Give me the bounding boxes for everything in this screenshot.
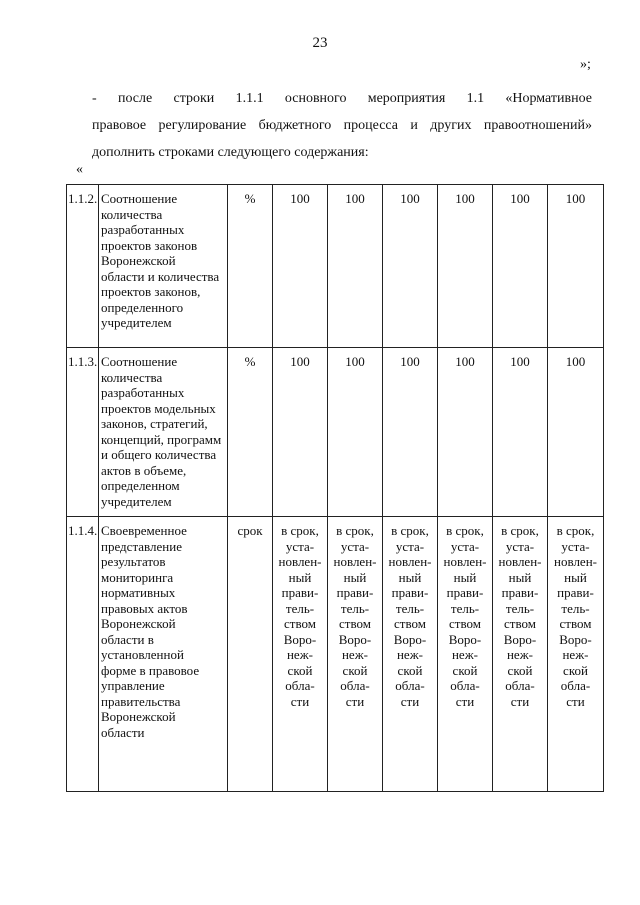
value-text: в срок, уста- новлен- ный прави- тель- ством Воро- неж- ской обла- сти: [278, 523, 322, 709]
value-cell: 100: [493, 185, 548, 348]
value-cell: [383, 517, 438, 792]
indicator-name-cell: [99, 185, 228, 348]
indicator-name-cell: [99, 348, 228, 517]
indicator-name: Своевременное представление результатов мониторинга нормативных правовых актов Воронежской области в установленной форме в правовое управление правительства Воронежской области: [101, 523, 200, 740]
value-cell: 100: [273, 185, 328, 348]
opening-quote: «: [76, 162, 83, 177]
value-cell: 100: [548, 185, 604, 348]
table-row: [67, 517, 604, 792]
value-cell: [328, 517, 383, 792]
value-cell: 100: [438, 185, 493, 348]
unit-cell: срок: [228, 517, 273, 792]
value-cell: [273, 517, 328, 792]
value-cell: 100: [328, 185, 383, 348]
unit-cell: %: [228, 185, 273, 348]
value-cell: 100: [383, 348, 438, 517]
table-row: [67, 348, 604, 517]
value-text: в срок, уста- новлен- ный прави- тель- ством Воро- неж- ской обла- сти: [554, 523, 597, 709]
intro-paragraph: [92, 85, 592, 166]
row-number: 1.1.4.: [67, 517, 99, 792]
value-text: в срок, уста- новлен- ный прави- тель- ством Воро- неж- ской обла- сти: [333, 523, 377, 709]
table-row: [67, 185, 604, 348]
indicator-name: Соотношение количества разработанных проектов модельных законов, стратегий, концепций, программ и общего количества актов в объеме, определенном учредителем: [101, 354, 222, 509]
unit-cell: %: [228, 348, 273, 517]
value-cell: [493, 517, 548, 792]
row-number: 1.1.3.: [67, 348, 99, 517]
row-number: 1.1.2.: [67, 185, 99, 348]
value-cell: [548, 517, 604, 792]
value-cell: [438, 517, 493, 792]
closing-quote: »;: [580, 57, 591, 72]
value-text: в срок, уста- новлен- ный прави- тель- ством Воро- неж- ской обла- сти: [498, 523, 542, 709]
page-number: 23: [312, 35, 328, 51]
indicator-name-cell: [99, 517, 228, 792]
intro-line: дополнить строками следующего содержания:: [92, 145, 369, 160]
value-cell: 100: [328, 348, 383, 517]
value-cell: 100: [438, 348, 493, 517]
intro-line: - после строки 1.1.1 основного мероприятия 1.1 «Нормативное: [92, 91, 592, 106]
value-cell: 100: [383, 185, 438, 348]
indicators-table: [66, 184, 604, 792]
indicator-name: Соотношение количества разработанных проектов законов Воронежской области и количества проектов законов, определенного учредителем: [101, 191, 220, 330]
value-cell: 100: [493, 348, 548, 517]
value-text: в срок, уста- новлен- ный прави- тель- ством Воро- неж- ской обла- сти: [443, 523, 487, 709]
value-text: в срок, уста- новлен- ный прави- тель- ством Воро- неж- ской обла- сти: [388, 523, 432, 709]
value-cell: 100: [548, 348, 604, 517]
value-cell: 100: [273, 348, 328, 517]
intro-line: правовое регулирование бюджетного процесса и других правоотношений»: [92, 118, 592, 133]
